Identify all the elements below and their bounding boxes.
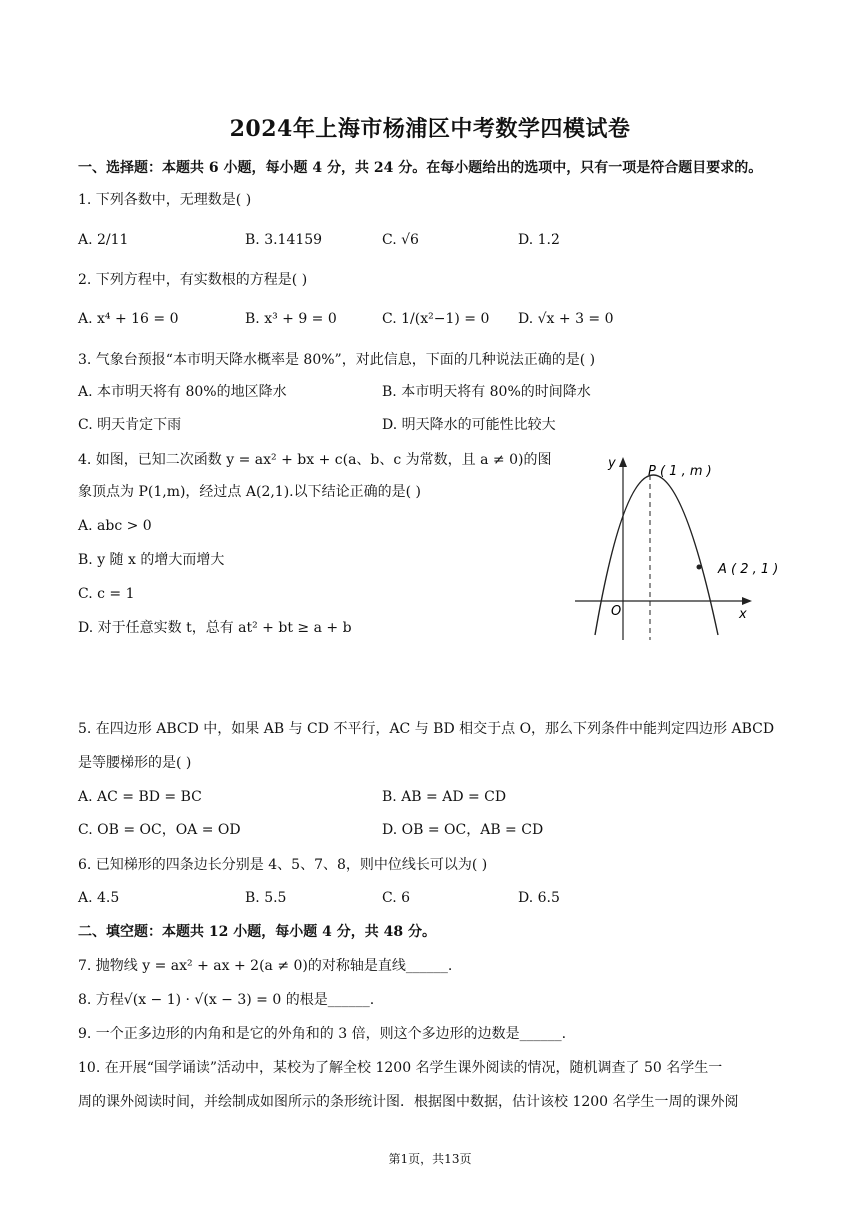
- question-3-stem: 3. 气象台预报“本市明天降水概率是 80%”，对此信息，下面的几种说法正确的是( ): [78, 352, 596, 368]
- question-3-option-d: D. 明天降水的可能性比较大: [382, 417, 556, 433]
- question-2-option-c: C. 1/(x²−1) = 0: [382, 311, 490, 327]
- question-7: 7. 抛物线 y = ax² + ax + 2(a ≠ 0)的对称轴是直线______.: [78, 958, 453, 974]
- question-5-option-c: C. OB = OC，OA = OD: [78, 822, 241, 838]
- x-axis-arrow: [742, 597, 752, 605]
- label-origin: O: [611, 604, 622, 619]
- question-2-stem: 2. 下列方程中，有实数根的方程是( ): [78, 272, 308, 288]
- question-5-stem-line-2: 是等腰梯形的是( ): [78, 755, 192, 771]
- question-3-option-a: A. 本市明天将有 80%的地区降水: [78, 384, 287, 400]
- page-footer: 第1页，共13页: [388, 1152, 472, 1166]
- question-4-option-c: C. c = 1: [78, 586, 135, 602]
- parabola-figure: [570, 445, 785, 650]
- question-5-option-d: D. OB = OC，AB = CD: [382, 822, 544, 838]
- question-1-option-d: D. 1.2̇: [518, 232, 560, 248]
- question-6-option-c: C. 6: [382, 890, 411, 906]
- question-3-option-c: C. 明天肯定下雨: [78, 417, 182, 433]
- page-title: 2024年上海市杨浦区中考数学四模试卷: [229, 116, 631, 142]
- question-2-option-b: B. x³ + 9 = 0: [245, 311, 337, 327]
- question-6-option-d: D. 6.5: [518, 890, 560, 906]
- question-4-option-b: B. y 随 x 的增大而增大: [78, 552, 225, 568]
- question-4-option-d: D. 对于任意实数 t，总有 at² + bt ≥ a + b: [78, 620, 352, 636]
- question-6-option-b: B. 5.5: [245, 890, 287, 906]
- section-heading-choice: 一、选择题：本题共 6 小题，每小题 4 分，共 24 分。在每小题给出的选项中，只有一项是符合题目要求的。: [78, 160, 763, 176]
- y-axis-arrow: [619, 457, 627, 467]
- label-point-p: P ( 1 , m ): [648, 464, 712, 479]
- question-4-stem-line-2: 象顶点为 P(1,m)，经过点 A(2,1).以下结论正确的是( ): [78, 484, 421, 500]
- question-10-line-1: 10. 在开展“国学诵读”活动中，某校为了解全校 1200 名学生课外阅读的情况，随机调查了 50 名学生一: [78, 1060, 723, 1076]
- question-1-stem: 1. 下列各数中，无理数是( ): [78, 192, 252, 208]
- question-1-option-b: B. 3.14159: [245, 232, 323, 248]
- question-1-option-a: A. 2/11: [78, 232, 129, 248]
- question-3-option-b: B. 本市明天将有 80%的时间降水: [382, 384, 591, 400]
- point-a: [697, 565, 702, 570]
- question-6-stem: 6. 已知梯形的四条边长分别是 4、5、7、8，则中位线长可以为( ): [78, 857, 488, 873]
- question-6-option-a: A. 4.5: [78, 890, 120, 906]
- question-5-stem-line-1: 5. 在四边形 ABCD 中，如果 AB 与 CD 不平行，AC 与 BD 相交于点 O，那么下列条件中能判定四边形 ABCD: [78, 721, 775, 737]
- label-x: x: [739, 607, 747, 622]
- question-4-stem-line-1: 4. 如图，已知二次函数 y = ax² + bx + c(a、b、c 为常数，且 a ≠ 0)的图: [78, 452, 552, 468]
- question-2-option-d: D. √x + 3 = 0: [518, 311, 614, 327]
- question-4-option-a: A. abc > 0: [78, 518, 152, 534]
- label-point-a: A ( 2 , 1 ): [718, 562, 779, 577]
- section-heading-fill: 二、填空题：本题共 12 小题，每小题 4 分，共 48 分。: [78, 924, 436, 940]
- question-10-line-2: 周的课外阅读时间，并绘制成如图所示的条形统计图．根据图中数据，估计该校 1200 名学生一周的课外阅: [78, 1094, 739, 1110]
- label-y: y: [608, 456, 616, 471]
- question-5-option-a: A. AC = BD = BC: [78, 789, 202, 805]
- question-8: 8. 方程√(x − 1) · √(x − 3) = 0 的根是______.: [78, 992, 375, 1008]
- question-5-option-b: B. AB = AD = CD: [382, 789, 507, 805]
- question-1-option-c: C. √6: [382, 232, 419, 248]
- question-2-option-a: A. x⁴ + 16 = 0: [78, 311, 179, 327]
- question-9: 9. 一个正多边形的内角和是它的外角和的 3 倍，则这个多边形的边数是______.: [78, 1026, 567, 1042]
